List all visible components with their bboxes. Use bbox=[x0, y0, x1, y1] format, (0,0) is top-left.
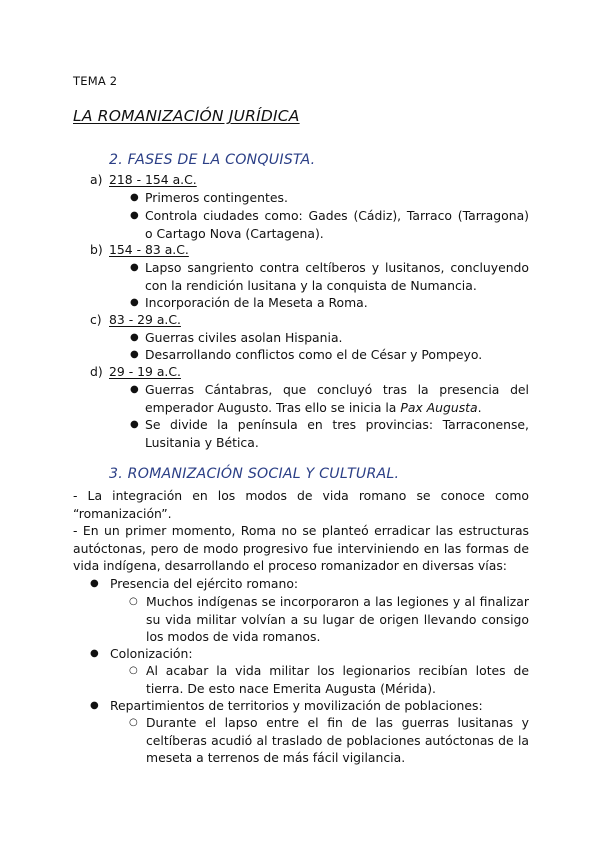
bullet-text: Guerras civiles asolan Hispania. bbox=[145, 330, 343, 345]
phase-label: c) bbox=[90, 312, 102, 327]
bullet-text-main: Guerras Cántabras, que concluyó tras la presencia del emperador Augusto. Tras ello se inicia la bbox=[145, 382, 529, 415]
sub-list-text: Muchos indígenas se incorporaron a las legiones y al finalizar su vida militar volvían a su lugar de origen llevando consigo los modos de vida romanos. bbox=[146, 594, 529, 645]
bullet-text: Controla ciudades como: Gades (Cádiz), Tarraco (Tarragona) o Cartago Nova (Cartagena). bbox=[145, 208, 529, 241]
bullet-dot-icon: ● bbox=[130, 419, 139, 430]
phase-date: 29 - 19 a.C. bbox=[109, 364, 181, 379]
paragraph: - En un primer momento, Roma no se planteó erradicar las estructuras autóctonas, pero de modo progresivo fue interviniendo en las formas de vida indígena, desarrollando el proceso romanizador en diversas vías: bbox=[73, 523, 529, 574]
bullet-item bbox=[130, 259, 529, 294]
sub-list-text: Durante el lapso entre el fin de las guerras lusitanas y celtíberas acudió al traslado de poblaciones autóctonas de la meseta a terrenos de más fácil vigilancia. bbox=[146, 715, 529, 766]
bullet-dot-icon: ● bbox=[130, 349, 139, 360]
bullet-dot-icon: ● bbox=[130, 384, 139, 395]
sub-list-item bbox=[129, 593, 529, 646]
list-item bbox=[90, 575, 529, 593]
phase-label: b) bbox=[90, 242, 103, 257]
bullet-text-suffix: . bbox=[477, 399, 482, 415]
bullet-text: Desarrollando conflictos como el de César y Pompeyo. bbox=[145, 347, 483, 362]
paragraph: - La integración en los modos de vida romano se conoce como “romanización”. bbox=[73, 488, 529, 521]
phase-d-heading bbox=[90, 364, 181, 379]
circle-bullet-icon: ○ bbox=[129, 717, 138, 728]
bullet-dot-icon: ● bbox=[130, 210, 139, 221]
topic-label: TEMA 2 bbox=[73, 74, 118, 88]
phase-date: 83 - 29 a.C. bbox=[109, 312, 181, 327]
bullet-dot-icon: ● bbox=[130, 192, 139, 203]
bullet-dot-icon: ● bbox=[90, 578, 99, 589]
phase-label: d) bbox=[90, 364, 103, 379]
sub-list-text: Al acabar la vida militar los legionarios recibían lotes de tierra. De esto nace Emerita Augusta (Mérida). bbox=[146, 663, 529, 696]
document-title: LA ROMANIZACIÓN JURÍDICA bbox=[73, 107, 300, 125]
sub-list-item bbox=[129, 714, 529, 767]
sub-list-item bbox=[129, 662, 529, 697]
list-item bbox=[90, 697, 529, 715]
phase-b-heading bbox=[90, 242, 189, 257]
phase-c-heading bbox=[90, 312, 181, 327]
bullet-item bbox=[130, 207, 529, 242]
phase-date: 218 - 154 a.C. bbox=[109, 172, 197, 187]
bullet-item bbox=[130, 346, 529, 364]
bullet-text: Lapso sangriento contra celtíberos y lusitanos, concluyendo con la rendición lusitana y la conquista de Numancia. bbox=[145, 260, 529, 293]
bullet-item bbox=[130, 294, 529, 312]
bullet-item bbox=[130, 189, 529, 207]
list-item-label: Colonización: bbox=[110, 646, 193, 661]
circle-bullet-icon: ○ bbox=[129, 665, 138, 676]
section-heading-romanization: 3. ROMANIZACIÓN SOCIAL Y CULTURAL. bbox=[109, 466, 400, 482]
list-item-label: Presencia del ejército romano: bbox=[110, 576, 299, 591]
bullet-text: Se divide la península en tres provincias: Tarraconense, Lusitania y Bética. bbox=[145, 417, 529, 450]
list-item bbox=[90, 645, 529, 663]
circle-bullet-icon: ○ bbox=[129, 596, 138, 607]
bullet-dot-icon: ● bbox=[130, 332, 139, 343]
bullet-text: Primeros contingentes. bbox=[145, 190, 288, 205]
bullet-dot-icon: ● bbox=[130, 262, 139, 273]
bullet-item bbox=[130, 416, 529, 451]
section-heading-phases: 2. FASES DE LA CONQUISTA. bbox=[109, 152, 316, 168]
italic-term: Pax Augusta bbox=[400, 399, 478, 415]
bullet-text bbox=[130, 381, 529, 416]
list-item-label: Repartimientos de territorios y movilización de poblaciones: bbox=[110, 698, 483, 713]
phase-date: 154 - 83 a.C. bbox=[109, 242, 189, 257]
phase-label: a) bbox=[90, 172, 103, 187]
bullet-text: Incorporación de la Meseta a Roma. bbox=[145, 295, 368, 310]
bullet-dot-icon: ● bbox=[90, 700, 99, 711]
bullet-item bbox=[130, 329, 529, 347]
bullet-item bbox=[130, 381, 529, 416]
bullet-dot-icon: ● bbox=[90, 648, 99, 659]
bullet-dot-icon: ● bbox=[130, 297, 139, 308]
phase-a-heading bbox=[90, 172, 197, 187]
